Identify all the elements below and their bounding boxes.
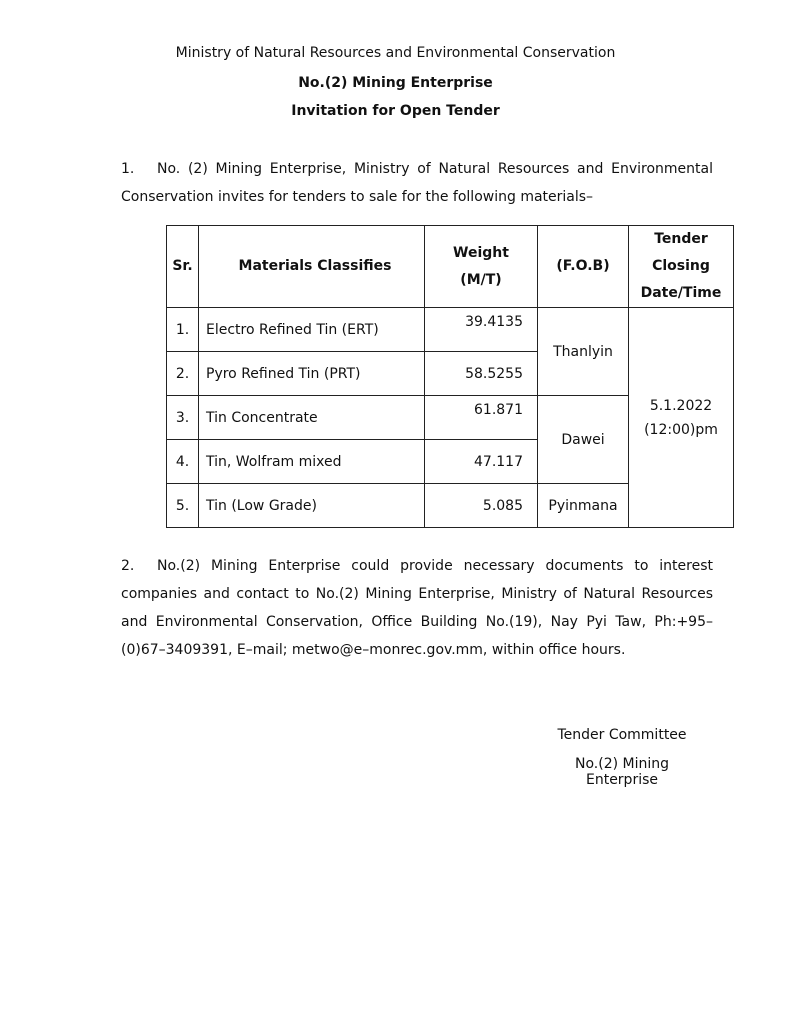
fob-dawei: Dawei — [538, 396, 629, 484]
header-material: Materials Classifies — [199, 226, 425, 308]
header-weight — [425, 226, 538, 308]
row-material: Tin (Low Grade) — [199, 484, 425, 528]
paragraph-1-text: No. (2) Mining Enterprise, Ministry of Natural Resources and Environmental Conservation invites for tenders to sale for the following materials– — [121, 161, 713, 205]
row-material: Tin Concentrate — [199, 396, 425, 440]
header-sr: Sr. — [167, 226, 199, 308]
row-sr: 2. — [167, 352, 199, 396]
paragraph-2 — [121, 552, 713, 664]
header-weight-line1: Weight — [453, 244, 509, 261]
row-sr: 3. — [167, 396, 199, 440]
table-header-row — [167, 226, 734, 308]
row-weight: 5.085 — [425, 484, 538, 528]
row-sr: 1. — [167, 308, 199, 352]
closing-time: (12:00)pm — [644, 421, 718, 438]
paragraph-2-number: 2. — [121, 558, 135, 574]
fob-pyinmana: Pyinmana — [538, 484, 629, 528]
header-closing-line2: Closing — [652, 258, 710, 274]
table-row — [167, 308, 734, 352]
tender-title: Invitation for Open Tender — [291, 103, 500, 119]
row-sr: 4. — [167, 440, 199, 484]
paragraph-1 — [121, 155, 713, 211]
materials-table — [166, 225, 734, 528]
ministry-title: Ministry of Natural Resources and Environmental Conservation — [175, 45, 616, 61]
fob-thanlyin: Thanlyin — [538, 308, 629, 396]
header-weight-line2: (M/T) — [460, 271, 502, 288]
signature-enterprise: No.(2) Mining Enterprise — [574, 756, 669, 788]
row-material: Tin, Wolfram mixed — [199, 440, 425, 484]
row-weight: 39.4135 — [425, 308, 538, 352]
row-material: Pyro Refined Tin (PRT) — [199, 352, 425, 396]
paragraph-1-number: 1. — [121, 161, 135, 177]
row-sr: 5. — [167, 484, 199, 528]
row-material: Electro Refined Tin (ERT) — [199, 308, 425, 352]
enterprise-title: No.(2) Mining Enterprise — [298, 75, 493, 91]
closing-date: 5.1.2022 — [649, 397, 713, 414]
row-weight: 61.871 — [425, 396, 538, 440]
signature-committee: Tender Committee — [557, 727, 687, 743]
header-closing-line3: Date/Time — [640, 285, 722, 301]
row-weight: 47.117 — [425, 440, 538, 484]
header-closing-line1: Tender — [654, 231, 708, 247]
closing-datetime — [629, 308, 734, 528]
header-fob: (F.O.B) — [538, 226, 629, 308]
row-weight: 58.5255 — [425, 352, 538, 396]
paragraph-2-text: No.(2) Mining Enterprise could provide necessary documents to interest companies and contact to No.(2) Mining Enterprise, Ministry of Natural Resources and Environmental Conservation, Office Building No.(19), Nay Pyi Taw, Ph:+95–(0)67–3409391, E–mail; metwo@e–monrec.gov.mm, within office hours. — [121, 558, 713, 658]
header-closing — [629, 226, 734, 308]
